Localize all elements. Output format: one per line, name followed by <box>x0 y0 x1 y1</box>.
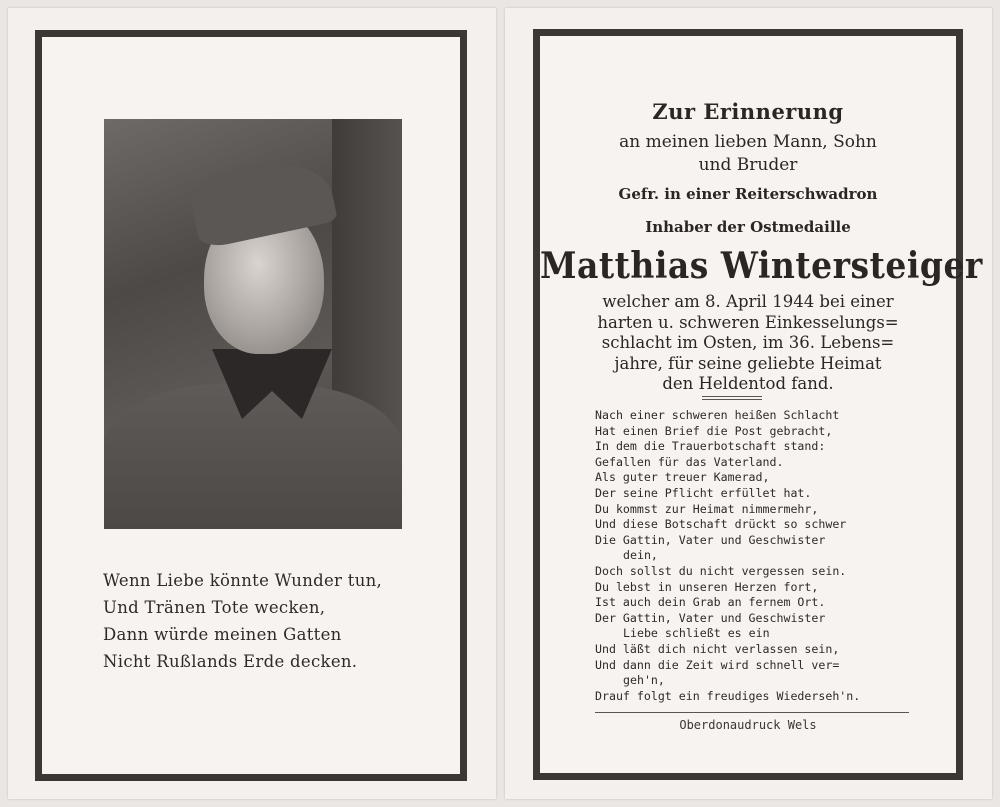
death-notice-text <box>540 292 956 395</box>
verse-line: Ist auch dein Grab an fernem Ort. <box>595 595 826 610</box>
verse-line: Gefallen für das Vaterland. <box>595 454 784 469</box>
memorial-verse-right <box>595 408 915 704</box>
notice-line: schlacht im Osten, im 36. Lebens= <box>601 333 895 352</box>
verse-line: In dem die Trauerbotschaft stand: <box>595 439 826 454</box>
verse-line: Hat einen Brief die Post gebracht, <box>595 423 833 438</box>
verse-line: Als guter treuer Kamerad, <box>595 470 770 485</box>
verse-line: Dann würde meinen Gatten <box>103 625 342 644</box>
verse-line: Die Gattin, Vater und Geschwister <box>595 532 826 547</box>
memorial-card-left <box>8 8 496 799</box>
verse-line: Drauf folgt ein freudiges Wiederseh'n. <box>595 688 861 703</box>
verse-line: Nach einer schweren heißen Schlacht <box>595 408 840 422</box>
dedication-line-1: an meinen lieben Mann, Sohn <box>619 132 877 152</box>
verse-line: Und Tränen Tote wecken, <box>103 598 326 617</box>
verse-line: Wenn Liebe könnte Wunder tun, <box>103 571 383 590</box>
verse-line: Der seine Pflicht erfüllet hat. <box>595 485 812 500</box>
notice-line: welcher am 8. April 1944 bei einer <box>602 292 894 311</box>
verse-line: Du lebst in unseren Herzen fort, <box>595 579 819 594</box>
soldier-portrait-photo <box>104 119 402 529</box>
divider-bottom <box>702 399 762 400</box>
divider-top <box>702 396 762 397</box>
verse-line: Und diese Botschaft drückt so schwer <box>595 517 847 532</box>
memorial-card-right <box>505 8 992 799</box>
verse-line: Der Gattin, Vater und Geschwister <box>595 610 826 625</box>
mourning-frame-left <box>35 30 467 781</box>
verse-line: dein, <box>623 548 658 563</box>
military-rank: Gefr. in einer Reiterschwadron <box>618 185 878 203</box>
verse-line: Liebe schließt es ein <box>623 626 770 641</box>
dedication-line-2: und Bruder <box>698 155 798 175</box>
printer-imprint: Oberdonaudruck Wels <box>679 718 817 732</box>
card-title: Zur Erinnerung <box>652 99 844 124</box>
verse-line: Doch sollst du nicht vergessen sein. <box>595 563 847 578</box>
notice-line: harten u. schweren Einkesselungs= <box>597 312 899 332</box>
medal-line: Inhaber der Ostmedaille <box>645 218 851 236</box>
memorial-verse-left <box>103 567 423 675</box>
printer-divider <box>595 712 909 713</box>
verse-line: Nicht Rußlands Erde decken. <box>103 652 358 671</box>
verse-line: Und läßt dich nicht verlassen sein, <box>595 641 840 656</box>
verse-line: Du kommst zur Heimat nimmermehr, <box>595 501 819 516</box>
deceased-name: Matthias Wintersteiger <box>540 244 983 287</box>
mourning-frame-right <box>533 29 983 780</box>
verse-line: Und dann die Zeit wird schnell ver= <box>595 657 840 672</box>
verse-line: geh'n, <box>623 673 665 688</box>
notice-line: den Heldentod fand. <box>662 374 834 393</box>
notice-line: jahre, für seine geliebte Heimat <box>614 353 882 373</box>
